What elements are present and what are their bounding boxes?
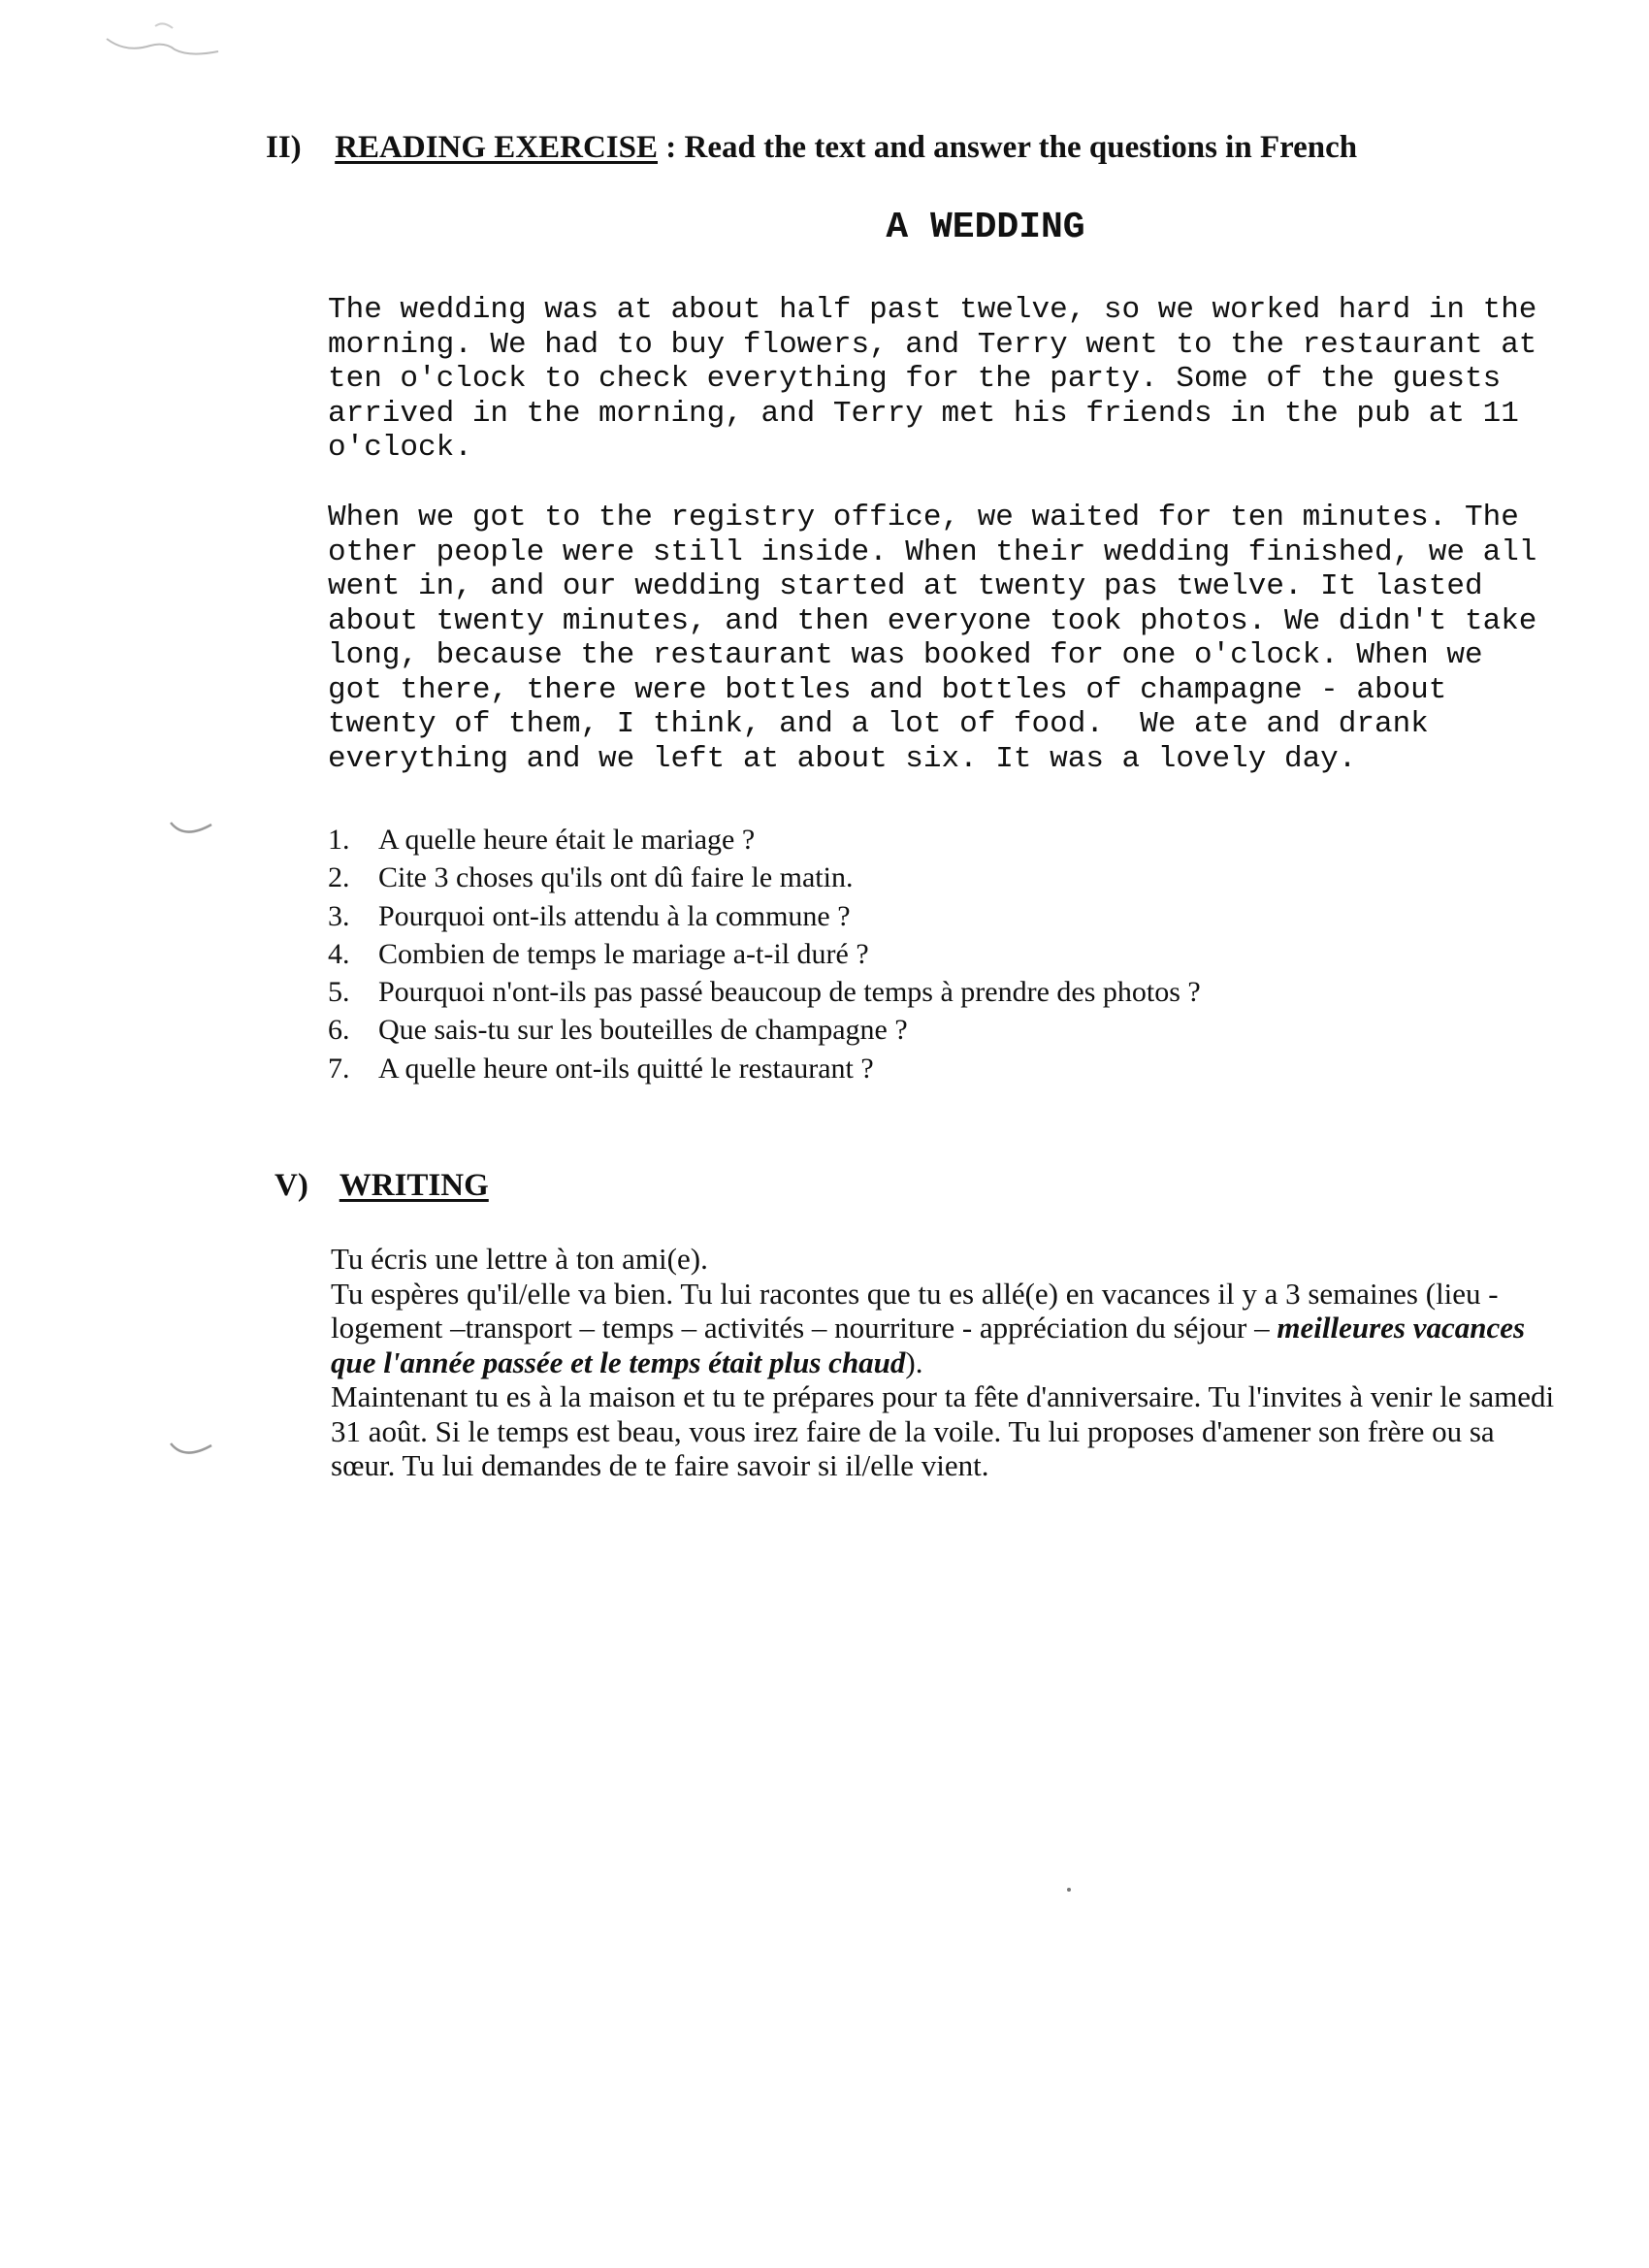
page-title: A WEDDING xyxy=(886,207,1085,248)
text-line xyxy=(331,1311,1649,1345)
emphasized-text: meilleures vacances xyxy=(1277,1311,1526,1345)
question-number: 5. xyxy=(328,976,350,1009)
text-line: long, because the restaurant was booked for one o'clock. When we xyxy=(328,638,1483,672)
text-line: got there, there were bottles and bottles of champagne - about xyxy=(328,672,1447,707)
text-line: 31 août. Si le temps est beau, vous irez faire de la voile. Tu lui proposes d'amener son frère ou sa xyxy=(331,1413,1495,1448)
question-item xyxy=(328,973,1201,1011)
scan-mark-top-left xyxy=(97,15,233,73)
text-segment: logement –transport – temps – activités – nourriture - appréciation du séjour – xyxy=(331,1311,1277,1345)
question-text: Cite 3 choses qu'ils ont dû faire le matin. xyxy=(378,861,854,894)
reading-paragraph-2 xyxy=(328,501,1649,776)
punch-hole-mark-lower xyxy=(163,1434,221,1473)
question-text: Que sais-tu sur les bouteilles de champagne ? xyxy=(378,1014,908,1047)
writing-task-text xyxy=(331,1242,1649,1483)
text-line: The wedding was at about half past twelve, so we worked hard in the xyxy=(328,293,1537,327)
question-text: Pourquoi ont-ils attendu à la commune ? xyxy=(378,899,851,932)
question-number: 7. xyxy=(328,1052,350,1085)
text-line: ten o'clock to check everything for the party. Some of the guests xyxy=(328,362,1502,396)
reading-paragraph-1 xyxy=(328,293,1649,466)
text-line: other people were still inside. When their wedding finished, we all xyxy=(328,535,1537,569)
writing-heading-title: WRITING xyxy=(339,1168,489,1203)
text-line: Tu écris une lettre à ton ami(e). xyxy=(331,1242,708,1276)
question-number: 2. xyxy=(328,861,350,894)
reading-heading-underlined: READING EXERCISE xyxy=(335,130,659,165)
text-line: morning. We had to buy flowers, and Terry went to the restaurant at xyxy=(328,327,1537,362)
text-line: twenty of them, I think, and a lot of food. We ate and drank xyxy=(328,707,1429,741)
text-line: everything and we left at about six. It was a lovely day. xyxy=(328,741,1357,776)
reading-heading-instructions: : Read the text and answer the questions in French xyxy=(658,130,1358,165)
question-list xyxy=(328,821,1201,1087)
text-line: Tu espères qu'il/elle va bien. Tu lui racontes que tu es allé(e) en vacances il y a 3 semaines (lieu - xyxy=(331,1276,1499,1311)
writing-section-heading xyxy=(275,1170,489,1202)
question-text: Pourquoi n'ont-ils pas passé beaucoup de temps à prendre des photos ? xyxy=(378,976,1201,1009)
question-number: 4. xyxy=(328,937,350,970)
reading-section-number: II) xyxy=(266,130,302,165)
text-line xyxy=(331,1345,1649,1380)
question-number: 3. xyxy=(328,899,350,932)
scan-speck xyxy=(1064,1885,1074,1895)
text-line: arrived in the morning, and Terry met his friends in the pub at 11 xyxy=(328,396,1519,431)
text-line: sœur. Tu lui demandes de te faire savoir si il/elle vient. xyxy=(331,1448,989,1482)
text-line: went in, and our wedding started at twenty pas twelve. It lasted xyxy=(328,569,1483,603)
question-text: Combien de temps le mariage a-t-il duré ? xyxy=(378,937,869,970)
text-segment: ). xyxy=(905,1345,923,1379)
punch-hole-mark-upper xyxy=(163,813,221,852)
text-line: When we got to the registry office, we waited for ten minutes. The xyxy=(328,501,1519,535)
question-item xyxy=(328,935,1201,973)
writing-section-number: V) xyxy=(275,1168,308,1203)
text-line: o'clock. xyxy=(328,431,472,465)
question-item xyxy=(328,859,1201,896)
question-item xyxy=(328,897,1201,935)
text-line: about twenty minutes, and then everyone took photos. We didn't take xyxy=(328,603,1537,638)
question-item xyxy=(328,821,1201,859)
question-item xyxy=(328,1050,1201,1087)
text-line: Maintenant tu es à la maison et tu te prépares pour ta fête d'anniversaire. Tu l'invites à venir le samedi xyxy=(331,1379,1555,1413)
question-number: 6. xyxy=(328,1014,350,1047)
reading-section-heading xyxy=(266,132,1357,164)
emphasized-text: que l'année passée et le temps était plus chaud xyxy=(331,1345,906,1379)
question-item xyxy=(328,1011,1201,1049)
question-text: A quelle heure était le mariage ? xyxy=(378,824,756,856)
question-text: A quelle heure ont-ils quitté le restaurant ? xyxy=(378,1052,874,1085)
question-number: 1. xyxy=(328,824,350,856)
